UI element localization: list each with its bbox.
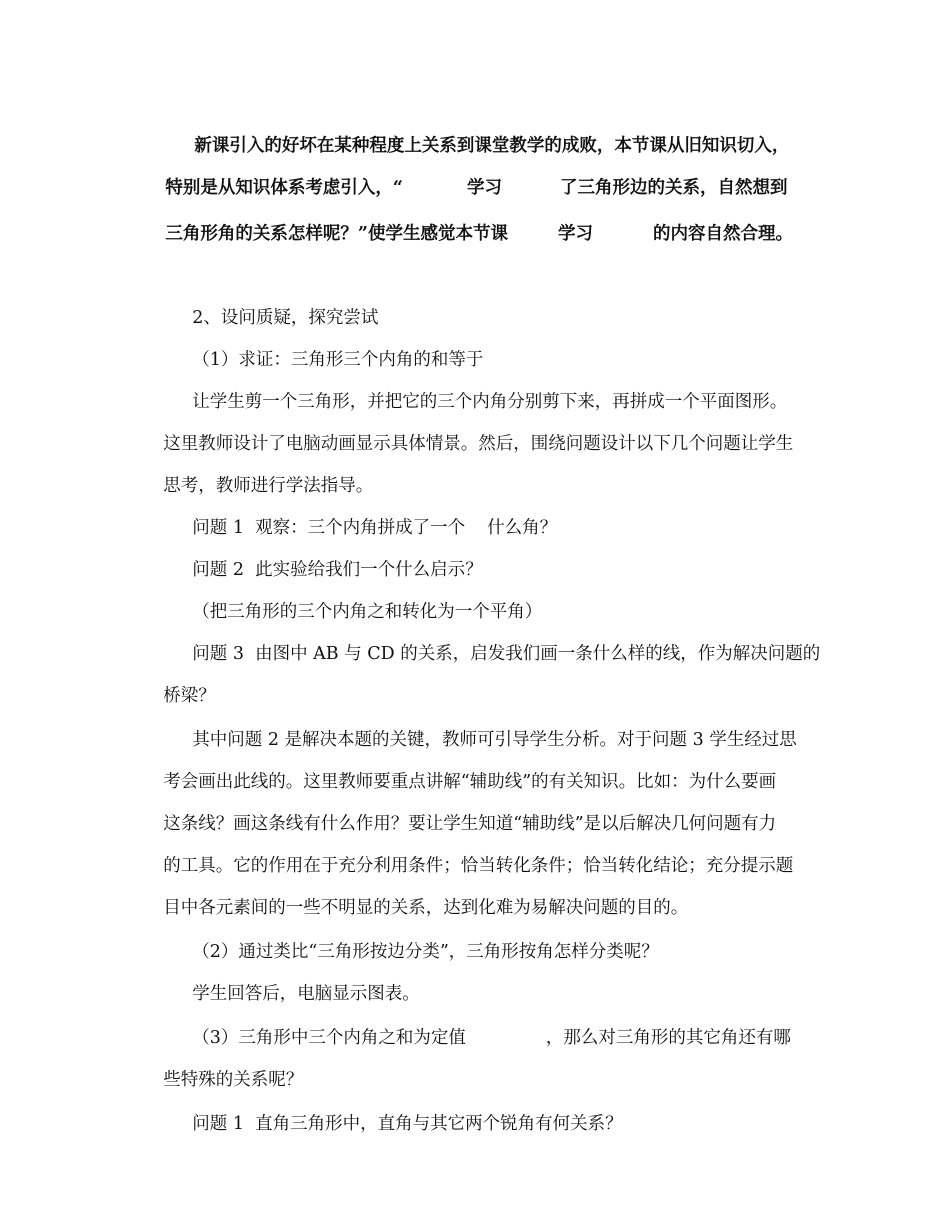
item-text: 些特殊的关系呢？ [163,1070,304,1090]
question-4 [170,1091,623,1157]
body-text: 让学生剪一个三角形，并把它的三个内角分别剪下来，再拼成一个平面图形。 [192,392,788,412]
body-text: 这条线？画这条线有什么作用？要让学生知道“辅助线”是以后解决几何问题有力 [163,814,777,834]
question-text: 问题 3 由图中 AB 与 CD 的关系，启发我们画一条什么样的线，作为解决问题的 [192,644,821,664]
question-text: 什么角？ [487,518,558,538]
section-heading-text: 2、设问质疑，探究尝试 [192,308,379,328]
question-3-line-1 [170,621,820,687]
question-text: 问题 1 观察：三个内角拼成了一个 [192,518,466,538]
body-text: 学生回答后，电脑显示图表。 [192,984,420,1004]
intro-line-3 [141,201,793,267]
intro-text: 新课引入的好坏在某种程度上关系到课堂教学的成败，本节课从旧知识切入， [194,136,790,156]
body-text: 考会画出此线的。这里教师要重点讲解“辅助线”的有关知识。比如：为什么要画 [163,772,777,792]
item-text: （2）通过类比“三角形按边分类”，三角形按角怎样分类呢？ [192,942,659,962]
question-text: 桥梁？ [163,686,216,706]
item-text: （1）求证：三角形三个内角的和等于 [192,350,484,370]
intro-text: 学习 [557,224,593,244]
intro-text: 三角形角的关系怎样呢？”使学生感觉本节课 [165,224,508,244]
intro-text: 学习 [466,178,502,198]
intro-text: 特别是从知识体系考虑引入，“ [165,178,403,198]
intro-text: 了三角形边的关系，自然想到 [559,178,788,198]
body-text: 目中各元素间的一些不明显的关系，达到化难为易解决问题的目的。 [163,898,689,918]
body-text: 其中问题 2 是解决本题的关键，教师可引导学生分析。对于问题 3 学生经过思 [192,730,797,750]
body-text: 思考，教师进行学法指导。 [163,476,374,496]
answer-text: （把三角形的三个内角之和转化为一个平角） [192,602,543,622]
question-text: 问题 1 直角三角形中，直角与其它两个锐角有何关系？ [192,1114,623,1134]
body-text: 这里教师设计了电脑动画显示具体情景。然后，围绕问题设计以下几个问题让学生 [163,434,794,454]
body-text: 的工具。它的作用在于充分利用条件；恰当转化条件；恰当转化结论；充分提示题 [163,856,794,876]
item-text: ，那么对三角形的其它角还有哪 [545,1028,791,1048]
intro-text: 的内容自然合理。 [652,224,793,244]
question-text: 问题 2 此实验给我们一个什么启示？ [192,560,483,580]
item-text: （3）三角形中三个内角之和为定值 [192,1028,466,1048]
